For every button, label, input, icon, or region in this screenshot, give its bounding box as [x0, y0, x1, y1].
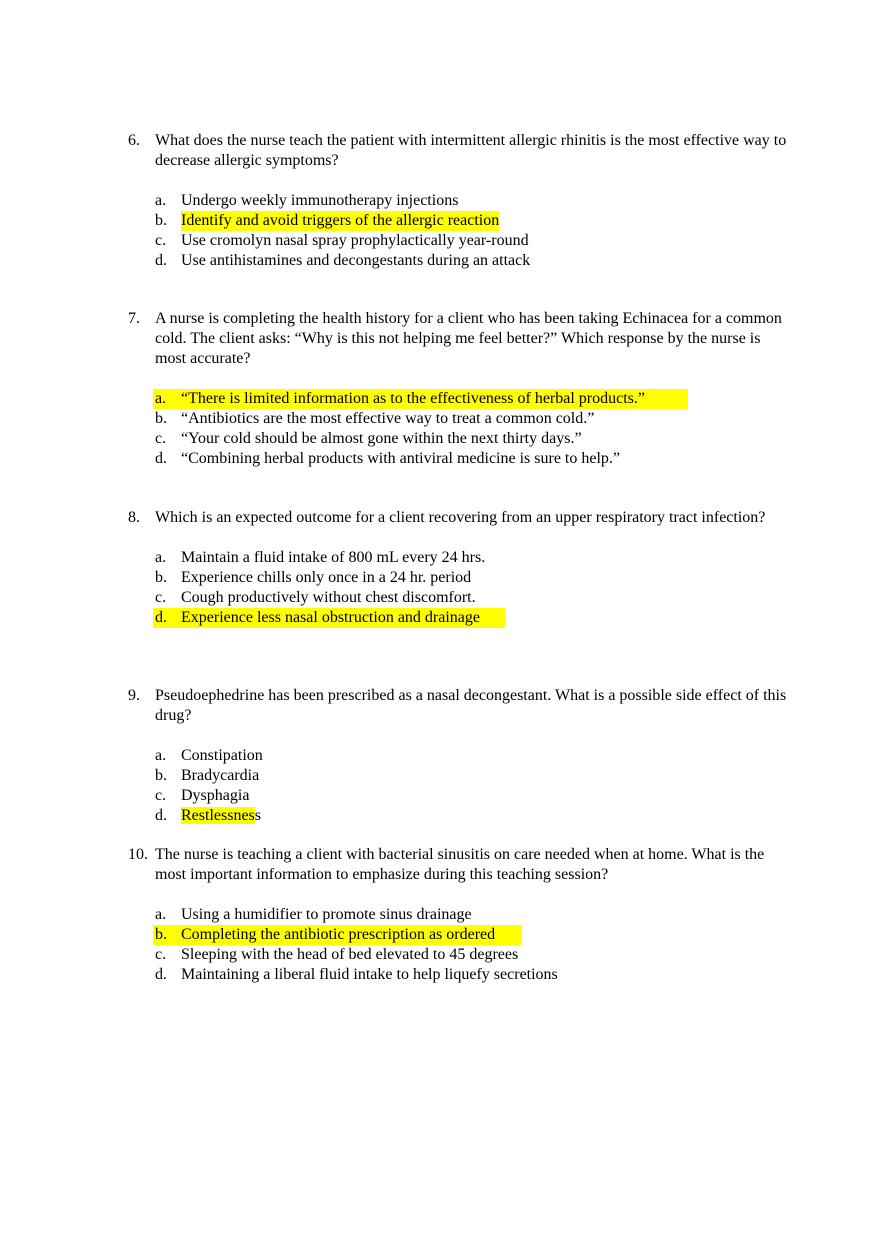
option-letter: b. — [155, 767, 167, 784]
option-c — [155, 588, 788, 608]
option-text: Maintain a fluid intake of 800 mL every 24 hrs. — [181, 549, 486, 566]
question-stem — [128, 309, 788, 369]
option-text: Sleeping with the head of bed elevated to 45 degrees — [181, 946, 519, 963]
option-letter: c. — [155, 589, 167, 606]
option-letter: a. — [155, 906, 167, 923]
option-c — [155, 786, 788, 806]
option-letter: c. — [155, 430, 167, 447]
option-text: Maintaining a liberal fluid intake to help liquefy secretions — [181, 966, 558, 983]
question-text: A nurse is completing the health history for a client who has been taking Echinacea for a common cold. The client asks: “Why is this not helping me feel better?” Which response by the nurse is most accurate? — [155, 310, 782, 367]
option-text: Bradycardia — [181, 767, 260, 784]
question-text: Which is an expected outcome for a client recovering from an upper respiratory tract infection? — [155, 509, 766, 526]
option-letter: b. — [155, 569, 167, 586]
option-letter: b. — [155, 926, 167, 943]
question-10 — [128, 845, 788, 985]
option-text: “Your cold should be almost gone within the next thirty days.” — [181, 430, 582, 447]
question-6 — [128, 131, 788, 271]
option-text-highlighted: Experience less nasal obstruction and drainage — [181, 609, 480, 626]
question-number: 8. — [128, 509, 140, 526]
option-d — [155, 965, 788, 985]
option-letter: d. — [155, 450, 167, 467]
option-text-highlighted: Completing the antibiotic prescription as ordered — [181, 926, 496, 943]
option-letter: d. — [155, 807, 167, 824]
option-letter: a. — [155, 390, 167, 407]
option-b — [155, 211, 788, 231]
answer-options — [128, 389, 788, 469]
option-letter: c. — [155, 946, 167, 963]
option-text: Use cromolyn nasal spray prophylactically year-round — [181, 232, 529, 249]
option-letter: a. — [155, 192, 167, 209]
option-text: Use antihistamines and decongestants during an attack — [181, 252, 531, 269]
option-text: Cough productively without chest discomfort. — [181, 589, 476, 606]
question-number: 10. — [128, 846, 148, 863]
option-c — [155, 231, 788, 251]
question-8 — [128, 508, 788, 628]
answer-options — [128, 548, 788, 628]
option-text: “Combining herbal products with antiviral medicine is sure to help.” — [181, 450, 621, 467]
option-letter: b. — [155, 212, 167, 229]
answer-options — [128, 905, 788, 985]
option-text-rest: s — [254, 807, 262, 824]
option-c — [155, 945, 788, 965]
option-text: Dysphagia — [181, 787, 250, 804]
option-c — [155, 429, 788, 449]
question-number: 9. — [128, 687, 140, 704]
option-d — [155, 251, 788, 271]
option-d — [155, 806, 788, 826]
question-text: What does the nurse teach the patient with intermittent allergic rhinitis is the most effective way to decrease allergic symptoms? — [155, 132, 787, 169]
option-a — [155, 905, 788, 925]
option-d — [155, 608, 788, 628]
option-a — [155, 191, 788, 211]
option-b — [155, 568, 788, 588]
option-a — [155, 389, 788, 409]
option-text: Using a humidifier to promote sinus drainage — [181, 906, 472, 923]
question-stem — [128, 131, 788, 171]
question-text: Pseudoephedrine has been prescribed as a nasal decongestant. What is a possible side effect of this drug? — [155, 687, 787, 724]
option-text — [181, 806, 261, 826]
option-text: Constipation — [181, 747, 263, 764]
option-text-highlighted: Identify and avoid triggers of the allergic reaction — [181, 212, 500, 229]
question-number: 7. — [128, 310, 140, 327]
question-stem — [128, 845, 788, 885]
option-letter: d. — [155, 252, 167, 269]
question-stem — [128, 686, 788, 726]
option-b — [155, 925, 788, 945]
option-text-highlighted: “There is limited information as to the effectiveness of herbal products.” — [181, 390, 645, 407]
option-text: Experience chills only once in a 24 hr. period — [181, 569, 472, 586]
option-letter: a. — [155, 549, 167, 566]
option-text: Undergo weekly immunotherapy injections — [181, 192, 459, 209]
question-number: 6. — [128, 132, 140, 149]
option-letter: a. — [155, 747, 167, 764]
option-b — [155, 766, 788, 786]
option-a — [155, 746, 788, 766]
option-letter: c. — [155, 787, 167, 804]
question-text: The nurse is teaching a client with bacterial sinusitis on care needed when at home. What is the most important information to emphasize during this teaching session? — [155, 846, 765, 883]
question-stem — [128, 508, 788, 528]
option-text-highlighted: Restlessnes — [181, 807, 255, 824]
question-7 — [128, 309, 788, 469]
option-letter: d. — [155, 609, 167, 626]
option-text: “Antibiotics are the most effective way to treat a common cold.” — [181, 410, 595, 427]
option-letter: b. — [155, 410, 167, 427]
option-letter: c. — [155, 232, 167, 249]
question-9 — [128, 686, 788, 826]
option-d — [155, 449, 788, 469]
answer-options — [128, 746, 788, 826]
option-a — [155, 548, 788, 568]
option-b — [155, 409, 788, 429]
option-letter: d. — [155, 966, 167, 983]
answer-options — [128, 191, 788, 271]
